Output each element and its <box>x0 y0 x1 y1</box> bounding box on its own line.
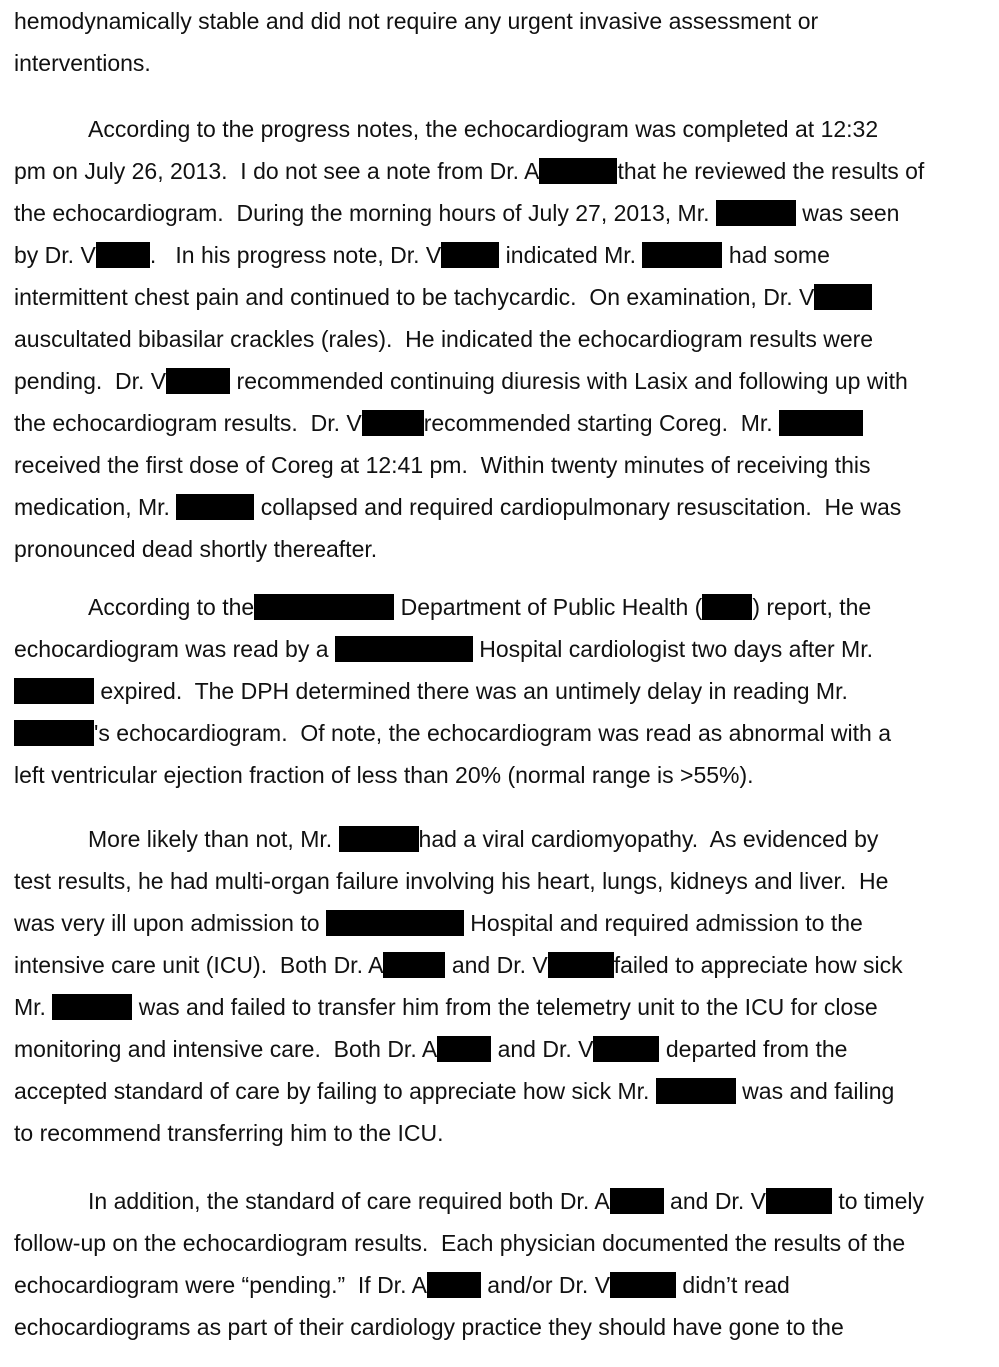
text-segment: pending. Dr. V <box>14 368 167 394</box>
paragraph <box>14 1180 989 1348</box>
redaction-bar <box>362 410 424 436</box>
text-segment: didn’t read <box>676 1272 790 1298</box>
text-line <box>14 42 989 84</box>
redaction-bar <box>427 1272 481 1298</box>
text-segment: ) report, the <box>752 594 872 620</box>
text-segment: According to the <box>88 594 255 620</box>
text-line <box>14 754 989 796</box>
text-segment: pronounced dead shortly thereafter. <box>14 536 378 562</box>
text-segment: by Dr. V <box>14 242 96 268</box>
redaction-bar <box>437 1036 491 1062</box>
redaction-bar <box>96 242 150 268</box>
text-line <box>14 360 989 402</box>
redaction-bar <box>52 994 132 1020</box>
text-segment: failed to appreciate how sick <box>613 952 903 978</box>
text-segment: 's echocardiogram. Of note, the echocardiogram was read as abnormal with a <box>94 720 892 746</box>
text-segment: that he reviewed the results of <box>617 158 925 184</box>
text-segment: According to the progress notes, the echocardiogram was completed at 12:32 <box>88 116 879 142</box>
text-segment: was and failing <box>735 1078 895 1104</box>
text-line <box>14 108 989 150</box>
paragraph <box>14 108 989 570</box>
redaction-bar <box>339 826 419 852</box>
text-segment: was and failed to transfer him from the telemetry unit to the ICU for close <box>132 994 878 1020</box>
text-line <box>14 486 989 528</box>
text-segment: the echocardiogram. During the morning hours of July 27, 2013, Mr. <box>14 200 716 226</box>
text-segment: to recommend transferring him to the ICU. <box>14 1120 444 1146</box>
text-line <box>14 860 989 902</box>
paragraph <box>14 0 989 84</box>
text-segment: and Dr. V <box>491 1036 594 1062</box>
text-line <box>14 712 989 754</box>
text-segment: to timely <box>831 1188 924 1214</box>
text-segment: More likely than not, Mr. <box>88 826 339 852</box>
text-segment: recommended starting Coreg. Mr. <box>423 410 780 436</box>
text-line <box>14 234 989 276</box>
redaction-bar <box>766 1188 832 1214</box>
text-segment: had a viral cardiomyopathy. As evidenced by <box>418 826 879 852</box>
text-line <box>14 1264 989 1306</box>
redaction-bar <box>779 410 863 436</box>
text-line <box>14 902 989 944</box>
text-segment: test results, he had multi-organ failure involving his heart, lungs, kidneys and liver. He <box>14 868 889 894</box>
redaction-bar <box>383 952 445 978</box>
text-segment: medication, Mr. <box>14 494 177 520</box>
text-segment: Hospital cardiologist two days after Mr. <box>472 636 873 662</box>
paragraph <box>14 586 989 796</box>
redaction-bar <box>14 678 94 704</box>
text-segment: collapsed and required cardiopulmonary resuscitation. He was <box>254 494 902 520</box>
text-segment: . In his progress note, Dr. V <box>149 242 442 268</box>
text-segment: monitoring and intensive care. Both Dr. A <box>14 1036 438 1062</box>
text-segment: echocardiogram was read by a <box>14 636 335 662</box>
text-segment: pm on July 26, 2013. I do not see a note from Dr. A <box>14 158 540 184</box>
text-line <box>14 192 989 234</box>
text-line <box>14 628 989 670</box>
text-line <box>14 276 989 318</box>
text-segment: intermittent chest pain and continued to be tachycardic. On examination, Dr. V <box>14 284 815 310</box>
text-segment: Mr. <box>14 994 53 1020</box>
text-line <box>14 986 989 1028</box>
text-line <box>14 1028 989 1070</box>
redaction-bar <box>593 1036 659 1062</box>
text-segment: In addition, the standard of care required both Dr. A <box>88 1188 610 1214</box>
redaction-bar <box>716 200 796 226</box>
redaction-bar <box>610 1188 664 1214</box>
paragraph <box>14 818 989 1154</box>
text-line <box>14 318 989 360</box>
redaction-bar <box>335 636 473 662</box>
text-line <box>14 1222 989 1264</box>
text-line <box>14 0 989 42</box>
text-segment: follow-up on the echocardiogram results. Each physician documented the results of the <box>14 1230 906 1256</box>
redaction-bar <box>539 158 617 184</box>
text-segment: echocardiograms as part of their cardiology practice they should have gone to the <box>14 1314 844 1340</box>
text-line <box>14 528 989 570</box>
redaction-bar <box>814 284 872 310</box>
text-segment: and/or Dr. V <box>480 1272 611 1298</box>
text-segment: and Dr. V <box>663 1188 766 1214</box>
redaction-bar <box>642 242 722 268</box>
text-line <box>14 1180 989 1222</box>
text-segment: auscultated bibasilar crackles (rales). He indicated the echocardiogram results were <box>14 326 874 352</box>
text-segment: indicated Mr. <box>499 242 643 268</box>
redaction-bar <box>702 594 752 620</box>
text-line <box>14 1112 989 1154</box>
text-line <box>14 670 989 712</box>
redaction-bar <box>176 494 254 520</box>
text-line <box>14 818 989 860</box>
text-segment: was seen <box>795 200 900 226</box>
text-segment: the echocardiogram results. Dr. V <box>14 410 362 436</box>
text-segment: left ventricular ejection fraction of less than 20% (normal range is >55%). <box>14 762 754 788</box>
redaction-bar <box>254 594 394 620</box>
redaction-bar <box>166 368 230 394</box>
text-segment: Department of Public Health ( <box>394 594 703 620</box>
text-segment: recommended continuing diuresis with Lasix and following up with <box>230 368 908 394</box>
text-line <box>14 150 989 192</box>
text-segment: expired. The DPH determined there was an untimely delay in reading Mr. <box>94 678 848 704</box>
text-line <box>14 1070 989 1112</box>
text-segment: departed from the <box>659 1036 848 1062</box>
text-segment: Hospital and required admission to the <box>463 910 863 936</box>
text-segment: intensive care unit (ICU). Both Dr. A <box>14 952 384 978</box>
text-line <box>14 1306 989 1348</box>
text-segment: hemodynamically stable and did not require any urgent invasive assessment or <box>14 8 819 34</box>
redaction-bar <box>548 952 614 978</box>
text-segment: echocardiogram were “pending.” If Dr. A <box>14 1272 427 1298</box>
redaction-bar <box>610 1272 676 1298</box>
text-segment: was very ill upon admission to <box>14 910 326 936</box>
text-segment: interventions. <box>14 50 151 76</box>
redaction-bar <box>326 910 464 936</box>
text-segment: received the first dose of Coreg at 12:41 pm. Within twenty minutes of receiving this <box>14 452 871 478</box>
text-line <box>14 402 989 444</box>
text-segment: accepted standard of care by failing to appreciate how sick Mr. <box>14 1078 656 1104</box>
text-line <box>14 944 989 986</box>
text-line <box>14 444 989 486</box>
redaction-bar <box>656 1078 736 1104</box>
redaction-bar <box>14 720 94 746</box>
text-line <box>14 586 989 628</box>
redaction-bar <box>441 242 499 268</box>
text-segment: and Dr. V <box>445 952 548 978</box>
text-segment: had some <box>722 242 830 268</box>
